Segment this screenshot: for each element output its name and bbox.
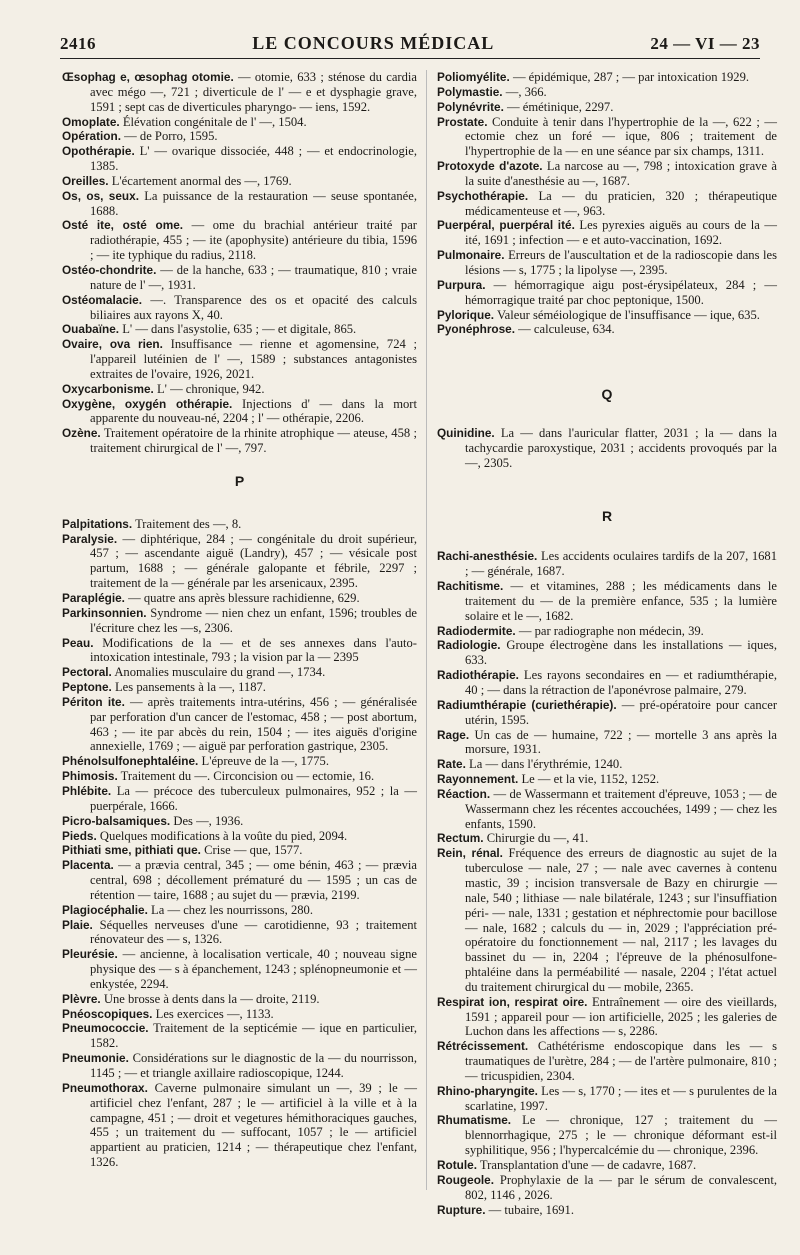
entry-text: Conduite à tenir dans l'hypertrophie de la —, 622 ; — ectomie chez un foré — ique, 806 ; traitement de l'hypertrophie de la — en une séance par six champs, 1311. xyxy=(465,114,777,159)
entry-term: Pnéoscopiques. xyxy=(62,1006,153,1021)
entry-term: Radiothérapie. xyxy=(437,668,519,683)
entry-text: — calculeuse, 634. xyxy=(518,322,615,337)
entry-text: Considérations sur le diagnostic de la — du nourrisson, 1145 ; — et triangle axillaire radioscopique, 1244. xyxy=(90,1051,417,1080)
entry-text: Le — chronique, 127 ; traitement du — blennorrhagique, 275 ; le — chronique déformant est-il syphilitique, 956 ; l'hypercalcémie du — chronique, 2396. xyxy=(465,1113,777,1158)
entry-term: Plagiocéphalie. xyxy=(62,902,148,917)
entry-text: — de Porro, 1595. xyxy=(124,129,218,144)
index-entry xyxy=(437,189,777,219)
entry-term: Opération. xyxy=(62,129,121,144)
entry-term: Pithiati sme, pithiati que. xyxy=(62,843,201,858)
entry-term: Oxycarbonisme. xyxy=(62,381,154,396)
entry-text: Chirurgie du —, 41. xyxy=(486,831,589,846)
index-entry xyxy=(62,397,417,427)
index-entry xyxy=(62,695,417,754)
entry-term: Parkinsonnien. xyxy=(62,605,147,620)
index-entry xyxy=(437,1173,777,1203)
entry-term: Pneumococcie. xyxy=(62,1021,149,1036)
index-entry xyxy=(62,636,417,666)
index-entry xyxy=(62,680,417,695)
entry-term: Phénolsulfonephtaléine. xyxy=(62,754,199,769)
index-entry xyxy=(62,591,417,606)
entry-term: Périton ite. xyxy=(62,694,125,709)
entry-text: Des —, 1936. xyxy=(173,813,244,828)
index-entry xyxy=(437,772,777,787)
index-entry xyxy=(437,846,777,994)
entry-text: — otomie, 633 ; sténose du cardia avec mégo —, 721 ; diverticule de l' — e et dysphagie grave, 1591 ; sept cas de diverticules pharyngo- — iens, 1592. xyxy=(90,70,417,114)
entry-term: Plèvre. xyxy=(62,991,101,1006)
entry-term: Os, os, seux. xyxy=(62,188,139,203)
entry-term: Protoxyde d'azote. xyxy=(437,159,543,174)
entry-term: Purpura. xyxy=(437,277,486,292)
index-entry xyxy=(62,174,417,189)
entry-text: Fréquence des erreurs de diagnostic au sujet de la tuberculose — nale, 27 ; — nale avec cavernes à contenu mastic, 39 ; incision transversale de Bazy en chirurgie — nale, 540 ; lithiase — nale bilatérale, 1243 ; sur l'insuffiation péri- — nale, 1331 ; gestation et néphrectomie pour bacillose — nale, 1682 ; calculs du — in, 2029 ; l'appréciation pré-opératoire du fonctionnement — nal, 2117 ; les lavages du bassinet du — in, 2204 ; l'épreuve de la phénosulfone-phtaléine dans la perméabilité — nasale, 2204 ; l'état actuel du traitement chirurgical du — mobile, 2365. xyxy=(465,846,777,994)
entry-text: L'épreuve de la —, 1775. xyxy=(201,754,329,769)
index-entry xyxy=(62,858,417,903)
index-entry xyxy=(62,218,417,263)
entry-text: Transplantation d'une — de cadavre, 1687. xyxy=(479,1158,697,1172)
entry-term: Radiodermite. xyxy=(437,623,516,638)
entry-text: Les exercices —, 1133. xyxy=(155,1006,274,1021)
entry-text: La puissance de la restauration — seuse spontanée, 1688. xyxy=(90,188,417,218)
entry-text: Élévation congénitale de l' —, 1504. xyxy=(122,114,307,129)
index-entry xyxy=(62,70,417,115)
index-entry xyxy=(437,248,777,278)
entry-text: La — du praticien, 320 ; thérapeutique médicamenteuse et —, 963. xyxy=(465,188,777,218)
entry-text: Une brosse à dents dans la — droite, 2119. xyxy=(103,991,320,1006)
index-entry xyxy=(62,189,417,219)
index-entry xyxy=(62,947,417,992)
index-entry xyxy=(62,992,417,1007)
index-entry xyxy=(437,831,777,846)
index-entry xyxy=(62,829,417,844)
index-entry xyxy=(62,517,417,532)
index-entry xyxy=(62,144,417,174)
entry-term: Pieds. xyxy=(62,828,97,843)
section-letter: Q xyxy=(601,386,613,403)
index-entry xyxy=(62,903,417,918)
entry-text: Prophylaxie de la — par le sérum de convalescent, 802, 1146 , 2026. xyxy=(465,1172,777,1202)
entry-term: Oreilles. xyxy=(62,173,109,188)
entry-term: Phlébite. xyxy=(62,783,112,798)
entry-text: La — dans l'auricular flatter, 2031 ; la — dans la tachycardie paroxystique, 2031 ; accidents provoqués par la —, 2305. xyxy=(465,426,777,470)
entry-text: Entraînement — oire des vieillards, 1591 ; appareil pour — ion artificielle, 2025 ; les galeries de Luchon dans les affections — s, 2286. xyxy=(465,994,778,1039)
entry-text: Les accidents oculaires tardifs de la 207, 1681 ; — générale, 1687. xyxy=(465,549,778,579)
issue-date: 24 — VI — 23 xyxy=(650,34,760,53)
entry-text: Cathétérisme endoscopique dans les — s traumatiques de l'urètre, 284 ; — de l'artère pulmonaire, 810 ; — tricuspidien, 2304. xyxy=(465,1039,777,1083)
entry-term: Ozène. xyxy=(62,426,101,441)
entry-term: Rage. xyxy=(437,727,470,742)
index-entry xyxy=(62,322,417,337)
entry-term: Pylorique. xyxy=(437,307,495,322)
section-letter: P xyxy=(234,472,245,489)
entry-text: Syndrome — nien chez un enfant, 1596; troubles de l'écriture chez les —s, 2306. xyxy=(90,605,418,635)
entry-term: Respirat ion, respirat oire. xyxy=(437,994,588,1009)
index-entry xyxy=(437,85,777,100)
entry-term: Omoplate. xyxy=(62,114,120,129)
index-entry xyxy=(62,769,417,784)
index-entry xyxy=(62,293,417,323)
entry-term: Rupture. xyxy=(437,1202,486,1217)
entry-text: Modifications de la — et de ses annexes dans l'auto-intoxication intestinale, 793 ; la vision par la — 2395 xyxy=(90,635,417,665)
entry-text: Groupe électrogène dans les installations — iques, 633. xyxy=(465,638,777,668)
index-entry xyxy=(437,115,777,160)
entry-term: Poliomyélite. xyxy=(437,70,510,84)
journal-title: LE CONCOURS MÉDICAL xyxy=(252,33,495,53)
entry-term: Rhumatisme. xyxy=(437,1113,512,1128)
entry-term: Pneumonie. xyxy=(62,1051,129,1066)
entry-term: Ostéo-chondrite. xyxy=(62,262,157,277)
index-entry xyxy=(437,1203,777,1218)
index-entry xyxy=(437,728,777,758)
entry-text: Traitement opératoire de la rhinite atrophique — ateuse, 458 ; traitement chirurgical de l' —, 797. xyxy=(90,426,418,456)
entry-term: Polymastie. xyxy=(437,84,503,99)
left-column xyxy=(62,70,417,1170)
index-entry xyxy=(62,784,417,814)
entry-term: Ouabaïne. xyxy=(62,322,120,337)
page-header xyxy=(60,24,760,59)
entry-text: — quatre ans après blessure rachidienne, 629. xyxy=(128,591,360,605)
index-entry xyxy=(62,263,417,293)
entry-term: Quinidine. xyxy=(437,426,495,441)
index-entry xyxy=(437,579,777,624)
entry-text: Quelques modifications à la voûte du pied, 2094. xyxy=(99,828,348,843)
entry-text: La narcose au —, 798 ; intoxication grave à la suite d'anesthésie au —, 1687. xyxy=(465,159,777,188)
index-entry xyxy=(437,638,777,668)
entry-term: Radiumthérapie (curiethérapie). xyxy=(437,697,617,712)
entry-term: Réaction. xyxy=(437,786,491,801)
index-entry xyxy=(62,814,417,829)
index-entry xyxy=(62,1051,417,1081)
entry-text: — a prævia central, 345 ; — ome bénin, 463 ; — prævia central, 698 ; décollement prématuré du — 1595 ; un cas de rétention — taire, 1688 ; au sujet du — prævia, 2199. xyxy=(90,858,417,902)
index-entry xyxy=(437,624,777,639)
right-column xyxy=(437,70,777,1217)
entry-text: Anomalies musculaire du grand —, 1734. xyxy=(114,665,326,680)
entry-term: Phimosis. xyxy=(62,769,118,784)
index-entry xyxy=(62,426,417,456)
entry-term: Psychothérapie. xyxy=(437,188,529,203)
entry-text: — par radiographe non médecin, 39. xyxy=(518,623,704,638)
entry-term: Peau. xyxy=(62,635,94,650)
entry-term: Rein, rénal. xyxy=(437,846,503,861)
entry-term: Puerpéral, puerpéral ité. xyxy=(437,218,575,233)
entry-text: Traitement des —, 8. xyxy=(135,516,242,531)
index-entry xyxy=(62,1021,417,1051)
entry-text: — ome du brachial antérieur traité par radiothérapie, 455 ; — ite (apophysite) antérieure du tibia, 1596 ; — ite typhique du radius, 2118. xyxy=(90,218,417,263)
entry-term: Rachitisme. xyxy=(437,579,504,594)
entry-term: Paralysie. xyxy=(62,531,118,546)
index-entry xyxy=(62,129,417,144)
entry-text: — de la hanche, 633 ; — traumatique, 810 ; vraie nature de l' —, 1931. xyxy=(90,262,417,292)
index-entry xyxy=(437,70,777,85)
entry-text: Valeur séméiologique de l'insuffisance — ique, 635. xyxy=(496,307,760,322)
entry-text: Traitement de la septicémie — ique en particulier, 1582. xyxy=(90,1021,417,1051)
index-entry xyxy=(437,995,777,1040)
entry-text: Crise — que, 1577. xyxy=(204,843,303,858)
entry-term: Rétrécissement. xyxy=(437,1039,529,1054)
entry-text: Un cas de — humaine, 722 ; — mortelle 3 ans après la morsure, 1931. xyxy=(465,727,778,757)
entry-term: Rotule. xyxy=(437,1158,477,1172)
entry-term: Rougeole. xyxy=(437,1172,495,1187)
index-entry xyxy=(62,843,417,858)
entry-term: Pyonéphrose. xyxy=(437,322,516,337)
index-entry xyxy=(62,115,417,130)
entry-term: Rectum. xyxy=(437,831,484,846)
index-entry xyxy=(62,1007,417,1022)
entry-text: — de Wassermann et traitement d'épreuve, 1053 ; — de Wassermann chez les récentes accouchées, 1499 ; — chez les enfants, 1590. xyxy=(465,786,777,831)
index-entry xyxy=(62,337,417,382)
index-entry xyxy=(437,322,777,337)
entry-term: Palpitations. xyxy=(62,516,133,531)
index-entry xyxy=(437,1158,777,1173)
entry-text: — ancienne, à localisation verticale, 40 ; nouveau signe physique des — s à épanchement, 1243 ; splénopneumonie et — enkystée, 2294. xyxy=(90,947,417,991)
entry-term: Peptone. xyxy=(62,680,112,695)
entry-term: Œsophag e, œsophag otomie. xyxy=(62,70,234,84)
entry-text: — émétinique, 2297. xyxy=(507,99,614,114)
entry-text: Caverne pulmonaire simulant un —, 39 ; le — artificiel chez l'enfant, 287 ; le — artificiel à la ville et à la campagne, 451 ; — droit et vegetures hémithoraciques gauches, 455 ; un traitement du — suffocant, 1057 ; le — artificiel appartient au praticien, 1214 ; — thérapeutique chez l'enfant, 1326. xyxy=(90,1080,417,1170)
entry-term: Opothérapie. xyxy=(62,144,135,159)
entry-text: — et vitamines, 288 ; les médicaments dans le traitement du — de la première enfance, 535 ; la lumière solaire et le —, 1682. xyxy=(465,579,777,623)
index-entry xyxy=(437,698,777,728)
entry-term: Pneumothorax. xyxy=(62,1080,148,1095)
entry-term: Prostate. xyxy=(437,114,488,129)
entry-term: Rate. xyxy=(437,757,466,772)
entry-term: Rhino-pharyngite. xyxy=(437,1083,538,1098)
entry-text: Le — et la vie, 1152, 1252. xyxy=(521,772,660,787)
entry-term: Radiologie. xyxy=(437,638,501,653)
entry-term: Rayonnement. xyxy=(437,772,519,787)
entry-term: Rachi-anesthésie. xyxy=(437,549,538,564)
index-entry xyxy=(437,308,777,323)
entry-term: Oxygène, oxygén othérapie. xyxy=(62,396,233,411)
entry-text: — diphtérique, 284 ; — congénitale du droit supérieur, 457 ; — ascendante aiguë (Landry), 457 ; — vésicale post partum, 1688 ; — générale galopante et fébrile, 2297 ; traitement de la — générale par les arsenicaux, 2395. xyxy=(90,531,417,591)
entry-text: Séquelles nerveuses d'une — carotidienne, 93 ; traitement rénovateur des — s, 1326. xyxy=(90,917,417,947)
entry-term: Plaie. xyxy=(62,917,93,932)
index-entry xyxy=(62,665,417,680)
index-entry xyxy=(437,549,777,579)
entry-term: Osté ite, osté ome. xyxy=(62,218,184,233)
entry-text: — épidémique, 287 ; — par intoxication 1929. xyxy=(512,70,750,84)
entry-text: Les — s, 1770 ; — ites et — s purulentes de la scarlatine, 1997. xyxy=(465,1083,777,1113)
entry-term: Placenta. xyxy=(62,858,114,873)
entry-text: L' — chronique, 942. xyxy=(156,381,265,396)
index-entry xyxy=(437,1039,777,1084)
entry-text: L'écartement anormal des —, 1769. xyxy=(111,173,292,188)
index-entry xyxy=(62,606,417,636)
entry-text: Traitement du —. Circoncision ou — ectomie, 16. xyxy=(120,769,375,784)
section-letter: R xyxy=(601,507,613,524)
entry-text: Erreurs de l'auscultation et de la radioscopie dans les lésions — s, 1775 ; la lipolyse —, 2395. xyxy=(465,248,777,277)
index-entry xyxy=(62,1081,417,1170)
index-entry xyxy=(437,1084,777,1114)
index-entry xyxy=(437,1113,777,1158)
entry-text: — après traitements intra-utérins, 456 ; — généralisée par perforation d'un cancer de l'estomac, 458 ; — post abortum, 463 ; — ite par abcès du rein, 1504 ; — ites aiguës d'origine annexielle, 1769 ; — aiguë par perforation gastrique, 2305. xyxy=(90,694,417,754)
index-entry xyxy=(437,100,777,115)
entry-term: Pectoral. xyxy=(62,665,112,680)
entry-term: Ostéomalacie. xyxy=(62,292,142,307)
entry-term: Pulmonaire. xyxy=(437,248,505,263)
entry-text: Injections d' — dans la mort apparente du nouveau-né, 2204 ; l' — othérapie, 2206. xyxy=(90,396,418,426)
entry-text: La — précoce des tuberculeux pulmonaires, 952 ; la — puerpérale, 1666. xyxy=(90,783,417,813)
entry-text: La — chez les nourrissons, 280. xyxy=(151,902,313,917)
entry-text: —, 366. xyxy=(505,84,547,99)
entry-text: Insuffisance — rienne et agomensine, 724 ; l'appareil lutéinien de l' —, 1589 ; substances antagonistes extraites de l'ovaire, 1926, 2021. xyxy=(90,337,417,381)
entry-term: Polynévrite. xyxy=(437,99,504,114)
index-entry xyxy=(62,382,417,397)
entry-text: — tubaire, 1691. xyxy=(488,1202,574,1217)
index-entry xyxy=(437,668,777,698)
entry-term: Pleurésie. xyxy=(62,947,118,962)
entry-text: — hémorragique aigu post-érysipélateux, 284 ; — hémorragique traité par choc peptonique, 1500. xyxy=(465,277,777,307)
index-entry xyxy=(437,218,777,248)
entry-text: Les pansements à la —, 1187. xyxy=(114,680,266,695)
entry-text: L' — dans l'asystolie, 635 ; — et digitale, 865. xyxy=(122,322,357,337)
entry-term: Ovaire, ova rien. xyxy=(62,337,163,352)
entry-text: —. Transparence des os et opacité des calculs biliaires aux rayons X, 40. xyxy=(90,292,417,322)
index-entry xyxy=(437,159,777,189)
index-entry xyxy=(62,918,417,948)
entry-term: Picro-balsamiques. xyxy=(62,813,171,828)
entry-term: Paraplégie. xyxy=(62,591,125,605)
index-entry xyxy=(62,532,417,591)
entry-text: L' — ovarique dissociée, 448 ; — et endocrinologie, 1385. xyxy=(90,144,417,174)
page-number: 2416 xyxy=(60,34,96,53)
entry-text: Les rayons secondaires en — et radiumthérapie, 40 ; — dans la rétraction de l'aponévrose palmaire, 279. xyxy=(465,668,777,697)
entry-text: — pré-opératoire pour cancer utérin, 1595. xyxy=(465,697,778,727)
index-entry xyxy=(437,278,777,308)
index-entry xyxy=(62,754,417,769)
index-entry xyxy=(437,757,777,772)
entry-text: Les pyrexies aiguës au cours de la — ité, 1691 ; infection — e et auto-vaccination, 1692. xyxy=(465,218,777,248)
index-entry xyxy=(437,426,777,471)
entry-text: La — dans l'érythrémie, 1240. xyxy=(469,757,623,772)
index-entry xyxy=(437,787,777,832)
